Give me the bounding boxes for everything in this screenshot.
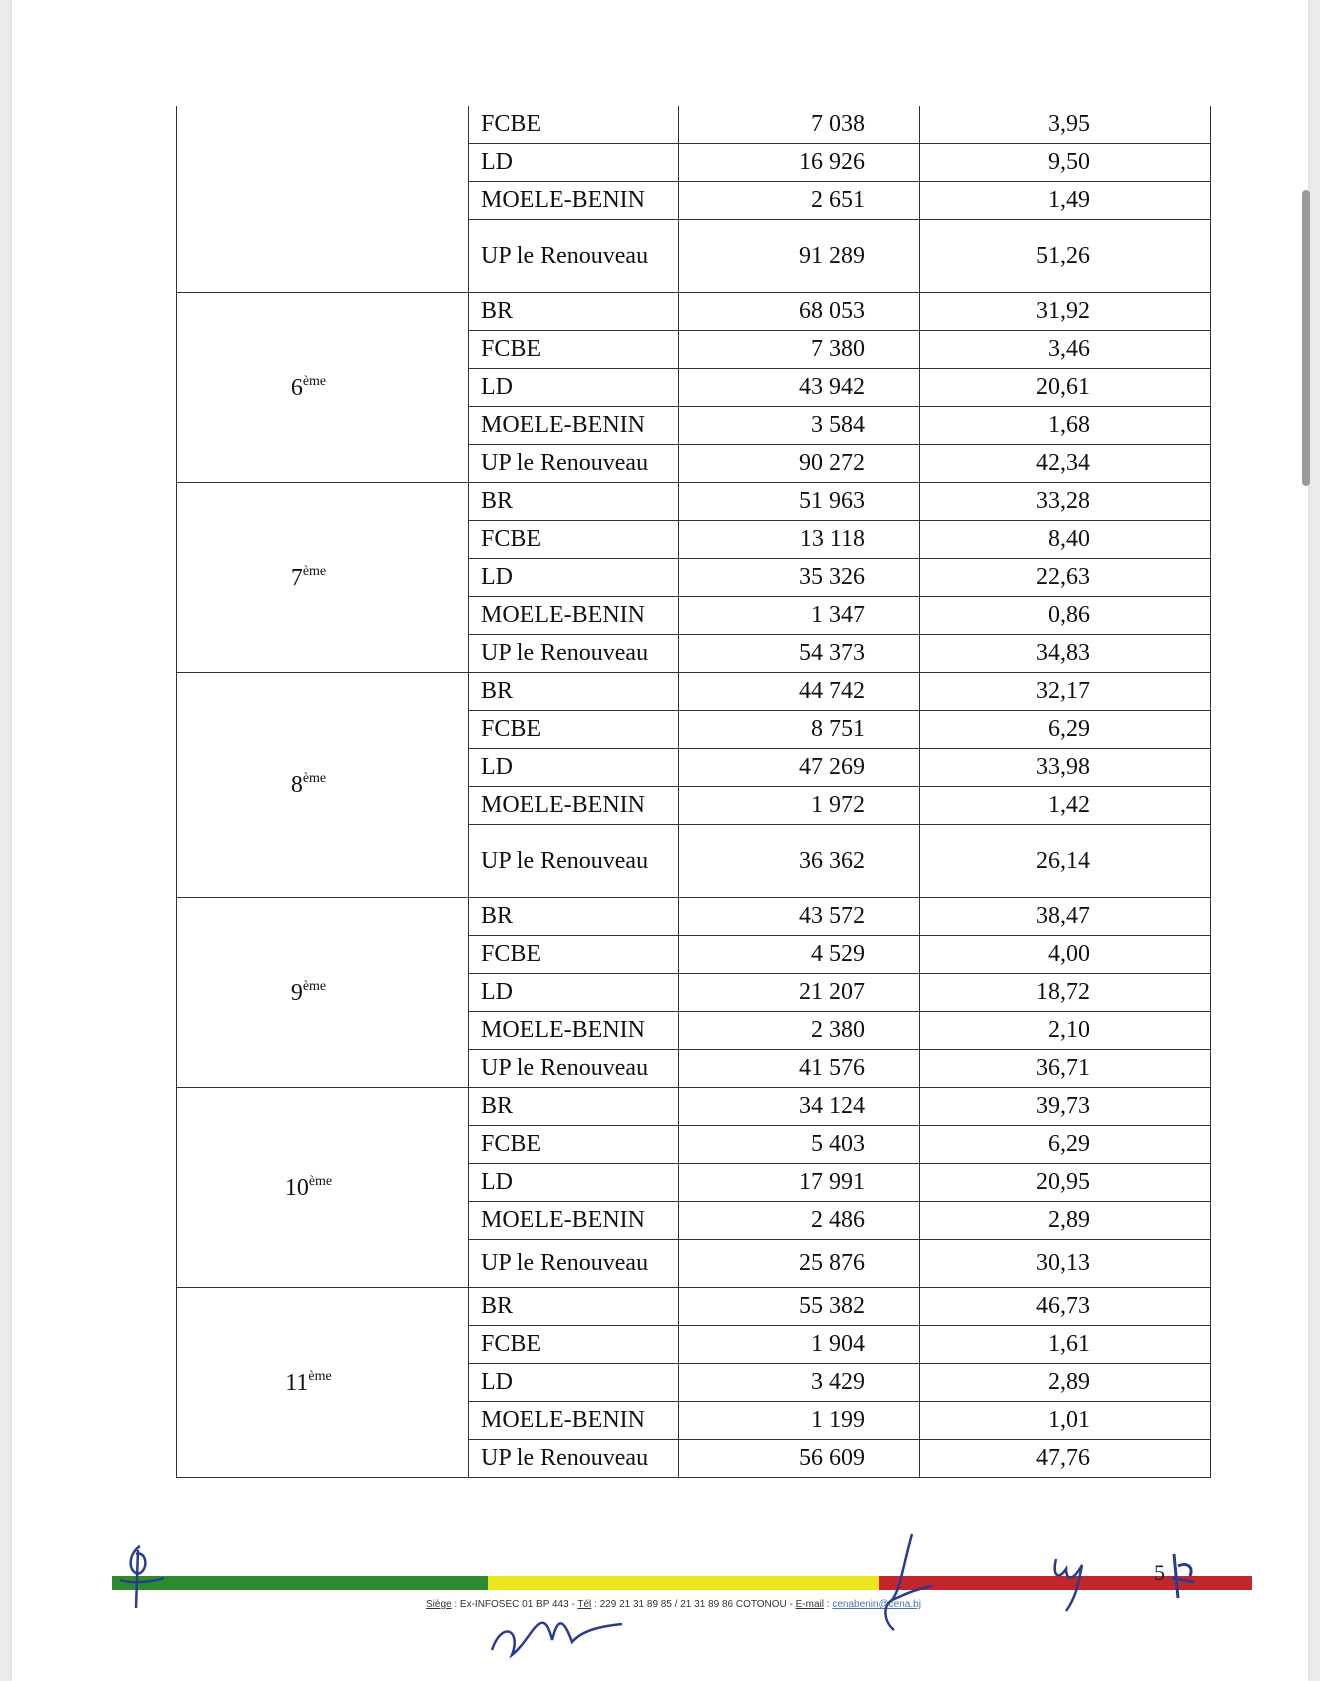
circonscription-number: 11 xyxy=(285,1369,309,1396)
circonscription-suffix: ème xyxy=(302,771,327,786)
party-cell: LD xyxy=(469,559,679,597)
circonscription-suffix: ème xyxy=(302,978,327,994)
percent-cell: 47,76 xyxy=(920,1440,1211,1478)
party-cell: BR xyxy=(469,673,679,711)
votes-cell: 25 876 xyxy=(679,1240,920,1288)
table-row xyxy=(177,898,1211,936)
votes-cell: 56 609 xyxy=(679,1440,920,1478)
footer-tel-text: : 229 21 31 89 85 / 21 31 89 86 COTONOU - xyxy=(591,1599,796,1610)
table-row xyxy=(177,293,1211,331)
circonscription-number: 6 xyxy=(290,374,303,401)
votes-cell: 7 038 xyxy=(679,106,920,144)
circonscription-cell xyxy=(177,673,469,898)
party-cell: BR xyxy=(469,898,679,936)
party-cell: MOELE-BENIN xyxy=(469,787,679,825)
party-cell: LD xyxy=(469,974,679,1012)
percent-cell: 0,86 xyxy=(920,597,1211,635)
party-cell: MOELE-BENIN xyxy=(469,1202,679,1240)
percent-cell: 38,47 xyxy=(920,898,1211,936)
votes-cell: 54 373 xyxy=(679,635,920,673)
percent-cell: 42,34 xyxy=(920,445,1211,483)
circonscription-number: 10 xyxy=(284,1174,309,1201)
party-cell: UP le Renouveau xyxy=(469,825,679,898)
percent-cell: 1,68 xyxy=(920,407,1211,445)
votes-cell: 90 272 xyxy=(679,445,920,483)
percent-cell: 9,50 xyxy=(920,144,1211,182)
party-cell: MOELE-BENIN xyxy=(469,1012,679,1050)
votes-cell: 1 347 xyxy=(679,597,920,635)
percent-cell: 36,71 xyxy=(920,1050,1211,1088)
circonscription-suffix: ème xyxy=(308,1173,333,1189)
votes-cell: 34 124 xyxy=(679,1088,920,1126)
percent-cell: 2,89 xyxy=(920,1364,1211,1402)
votes-cell: 7 380 xyxy=(679,331,920,369)
party-cell: UP le Renouveau xyxy=(469,1050,679,1088)
party-cell: UP le Renouveau xyxy=(469,1240,679,1288)
party-cell: LD xyxy=(469,1164,679,1202)
party-cell: MOELE-BENIN xyxy=(469,182,679,220)
page-number: 5 xyxy=(1154,1560,1165,1585)
footer-siege-label: Siège xyxy=(426,1599,452,1610)
votes-cell: 2 651 xyxy=(679,182,920,220)
circonscription-cell xyxy=(177,483,469,673)
signature-initials-left xyxy=(112,1540,172,1610)
votes-cell: 4 529 xyxy=(679,936,920,974)
table-row xyxy=(177,483,1211,521)
signature-bottom-center xyxy=(482,1580,632,1670)
circonscription-number: 7 xyxy=(290,564,303,591)
party-cell: MOELE-BENIN xyxy=(469,1402,679,1440)
percent-cell: 6,29 xyxy=(920,1126,1211,1164)
circonscription-suffix: ème xyxy=(308,1368,332,1384)
votes-cell: 3 584 xyxy=(679,407,920,445)
percent-cell: 8,40 xyxy=(920,521,1211,559)
votes-cell: 36 362 xyxy=(679,825,920,898)
percent-cell: 6,29 xyxy=(920,711,1211,749)
party-cell: FCBE xyxy=(469,936,679,974)
party-cell: FCBE xyxy=(469,1326,679,1364)
percent-cell: 18,72 xyxy=(920,974,1211,1012)
circonscription-suffix: ème xyxy=(302,563,327,579)
footer-tel-label: Tél xyxy=(577,1599,592,1610)
party-cell: LD xyxy=(469,749,679,787)
circonscription-cell xyxy=(177,293,469,483)
circonscription-cell xyxy=(177,1088,469,1288)
party-cell: UP le Renouveau xyxy=(469,1440,679,1478)
votes-cell: 8 751 xyxy=(679,711,920,749)
party-cell: BR xyxy=(469,1088,679,1126)
table-row xyxy=(177,1288,1211,1326)
percent-cell: 30,13 xyxy=(920,1240,1211,1288)
party-cell: MOELE-BENIN xyxy=(469,597,679,635)
percent-cell: 2,89 xyxy=(920,1202,1211,1240)
percent-cell: 33,98 xyxy=(920,749,1211,787)
percent-cell: 22,63 xyxy=(920,559,1211,597)
votes-cell: 21 207 xyxy=(679,974,920,1012)
signature-mark-far-right xyxy=(1164,1548,1204,1608)
results-table xyxy=(176,106,1211,1478)
percent-cell: 46,73 xyxy=(920,1288,1211,1326)
party-cell: LD xyxy=(469,369,679,407)
table-row xyxy=(177,106,1211,144)
party-cell: BR xyxy=(469,293,679,331)
circonscription-suffix: ème xyxy=(302,373,327,389)
votes-cell: 3 429 xyxy=(679,1364,920,1402)
party-cell: MOELE-BENIN xyxy=(469,407,679,445)
party-cell: FCBE xyxy=(469,1126,679,1164)
votes-cell: 5 403 xyxy=(679,1126,920,1164)
percent-cell: 2,10 xyxy=(920,1012,1211,1050)
document-page xyxy=(12,0,1308,1681)
circonscription-number: 8 xyxy=(290,772,303,798)
votes-cell: 43 572 xyxy=(679,898,920,936)
percent-cell: 34,83 xyxy=(920,635,1211,673)
footer-email-label: E-mail xyxy=(795,1599,825,1610)
party-cell: UP le Renouveau xyxy=(469,220,679,293)
votes-cell: 35 326 xyxy=(679,559,920,597)
percent-cell: 26,14 xyxy=(920,825,1211,898)
percent-cell: 1,61 xyxy=(920,1326,1211,1364)
votes-cell: 91 289 xyxy=(679,220,920,293)
votes-cell: 43 942 xyxy=(679,369,920,407)
percent-cell: 33,28 xyxy=(920,483,1211,521)
circonscription-cell xyxy=(177,106,469,293)
percent-cell: 20,61 xyxy=(920,369,1211,407)
party-cell: LD xyxy=(469,1364,679,1402)
footer-email-link[interactable]: cenabenin@cena.bj xyxy=(832,1599,921,1610)
percent-cell: 3,95 xyxy=(920,106,1211,144)
votes-cell: 2 486 xyxy=(679,1202,920,1240)
percent-cell: 1,49 xyxy=(920,182,1211,220)
votes-cell: 1 972 xyxy=(679,787,920,825)
signature-center-right xyxy=(872,1530,942,1640)
percent-cell: 3,46 xyxy=(920,331,1211,369)
party-cell: FCBE xyxy=(469,711,679,749)
party-cell: FCBE xyxy=(469,521,679,559)
votes-cell: 55 382 xyxy=(679,1288,920,1326)
votes-cell: 13 118 xyxy=(679,521,920,559)
party-cell: BR xyxy=(469,1288,679,1326)
votes-cell: 2 380 xyxy=(679,1012,920,1050)
percent-cell: 20,95 xyxy=(920,1164,1211,1202)
votes-cell: 17 991 xyxy=(679,1164,920,1202)
votes-cell: 41 576 xyxy=(679,1050,920,1088)
percent-cell: 51,26 xyxy=(920,220,1211,293)
circonscription-cell xyxy=(177,1288,469,1478)
party-cell: UP le Renouveau xyxy=(469,635,679,673)
footer-email-sep: : xyxy=(824,1599,833,1610)
party-cell: FCBE xyxy=(469,331,679,369)
percent-cell: 1,42 xyxy=(920,787,1211,825)
votes-cell: 47 269 xyxy=(679,749,920,787)
percent-cell: 39,73 xyxy=(920,1088,1211,1126)
circonscription-cell xyxy=(177,898,469,1088)
percent-cell: 32,17 xyxy=(920,673,1211,711)
party-cell: LD xyxy=(469,144,679,182)
footer-siege-text: : Ex-INFOSEC 01 BP 443 - xyxy=(451,1599,578,1610)
votes-cell: 44 742 xyxy=(679,673,920,711)
party-cell: FCBE xyxy=(469,106,679,144)
percent-cell: 31,92 xyxy=(920,293,1211,331)
votes-cell: 1 199 xyxy=(679,1402,920,1440)
votes-cell: 68 053 xyxy=(679,293,920,331)
percent-cell: 4,00 xyxy=(920,936,1211,974)
party-cell: BR xyxy=(469,483,679,521)
table-row xyxy=(177,673,1211,711)
party-cell: UP le Renouveau xyxy=(469,445,679,483)
percent-cell: 1,01 xyxy=(920,1402,1211,1440)
signature-initials-right xyxy=(1042,1545,1102,1615)
votes-cell: 1 904 xyxy=(679,1326,920,1364)
table-row xyxy=(177,1088,1211,1126)
votes-cell: 51 963 xyxy=(679,483,920,521)
votes-cell: 16 926 xyxy=(679,144,920,182)
circonscription-number: 9 xyxy=(290,979,303,1006)
scrollbar-thumb[interactable] xyxy=(1302,190,1310,486)
